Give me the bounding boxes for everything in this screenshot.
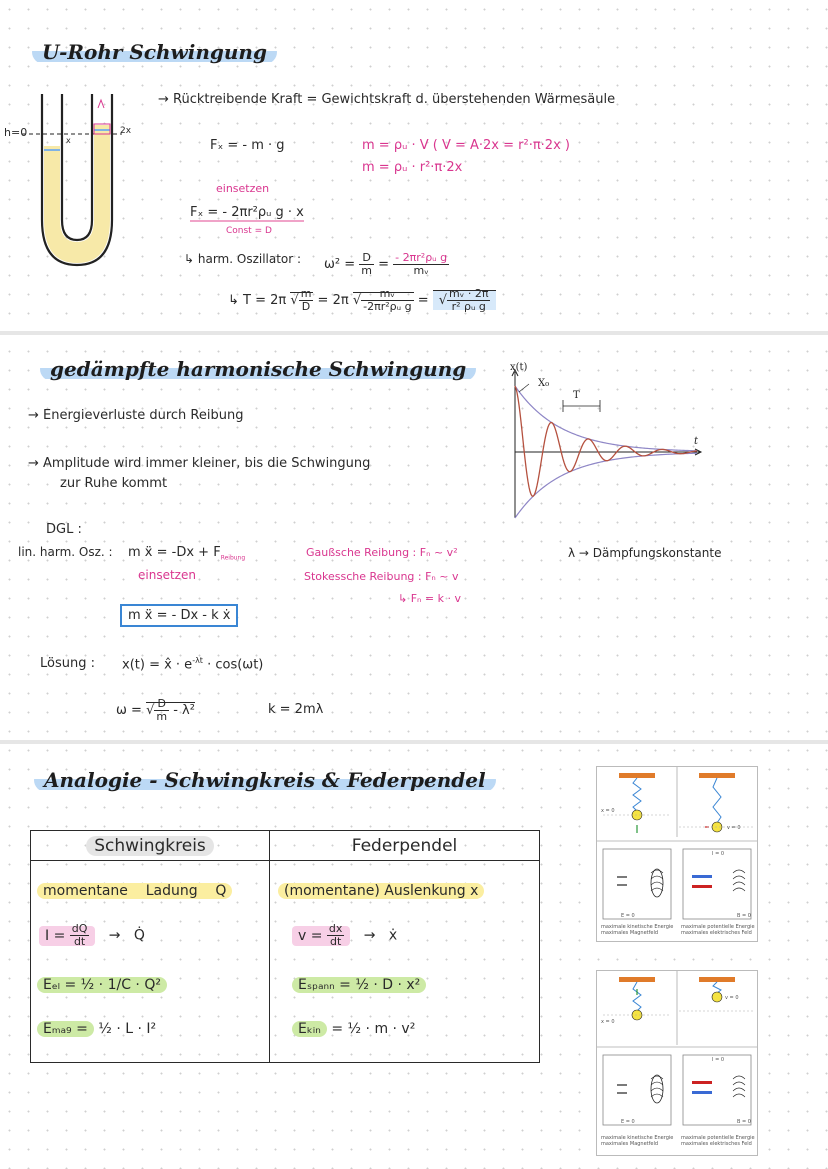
panel1-b0: B = 0 [737, 913, 751, 919]
omega-rhs-frac [393, 252, 449, 277]
period-eq: ↳ T = 2π √ $\frac{m}{D}$ = 2π √ $\frac{\text{mᵥ}}{\text{-2πr²ρᵤ g}}$ = √ $\frac{\text{mᵥ · 2π}}{\text{r² ρᵤ g}}$ [228, 288, 496, 313]
const-label: Const = D [226, 226, 272, 236]
c1-r1a: momentane [43, 883, 128, 899]
graph-period-label: T [573, 390, 580, 401]
panel1-e0: E = 0 [621, 913, 635, 919]
omega-solution: ω = √ $\frac{D}{m}$ - λ² [116, 697, 195, 723]
omega-sol-lhs: ω = [116, 703, 142, 718]
c1-r2-num: dQ [71, 922, 88, 935]
circuit-row2 [39, 923, 145, 948]
spring-row1 [278, 883, 484, 899]
omega-eq-sign: = [378, 257, 390, 272]
panel2-caption-left: maximale kinetische Energie maximales Magnetfeld [601, 1135, 674, 1147]
panel2-b0: B = 0 [737, 1119, 751, 1125]
omega-rhs-num: - 2πr²ρᵤ g [395, 251, 448, 264]
c2-r2-den: dt [330, 935, 342, 948]
period-sqrt3-den: r² ρᵤ g [451, 300, 486, 313]
panel2-caption-right: maximale potentielle Energie maximales elektrisches Feld [681, 1135, 755, 1147]
mass-eq-2: m = ρᵤ · r²·π·2x [362, 160, 463, 175]
solution-exp: -λt [192, 656, 203, 665]
insert-label-2: einsetzen [138, 568, 196, 582]
c1-r2-lhs: I = [45, 927, 66, 944]
period-lhs: T = 2π [243, 293, 287, 308]
c2-r2-num: dx [328, 922, 343, 935]
bullet-amplitude-2: zur Ruhe kommt [60, 476, 168, 491]
panel1-caption-right: maximale potentielle Energie maximales elektrisches Feld [681, 924, 755, 936]
insert-label-1: einsetzen [216, 182, 270, 195]
c1-r2-rhs: Q̇ [133, 927, 145, 944]
graph-x0-label: X₀ [538, 378, 550, 389]
section-title-analogy: Analogie - Schwingkreis & Federpendel [34, 768, 496, 792]
col2-head-text: Federpendel [351, 835, 458, 856]
k-equation: k = 2mλ [268, 702, 324, 717]
omega-rhs-den: mᵥ [413, 264, 429, 277]
harm-osc-label: ↳ harm. Oszillator : [184, 252, 302, 266]
spring-row4 [292, 1021, 415, 1037]
dgl-label: DGL : [46, 522, 82, 537]
omega-sol-den: m [156, 710, 168, 723]
divider-1 [0, 331, 828, 335]
circuit-row3 [37, 977, 167, 993]
panel2-e0: E = 0 [621, 1119, 635, 1125]
period-sqrt3-frac [447, 288, 490, 313]
twox-label: 2x [120, 126, 132, 136]
circuit-row4 [37, 1021, 156, 1037]
omega-eq [324, 252, 449, 277]
table-head-circuit [31, 831, 270, 861]
dgl-equation-sub: Reibung [220, 554, 246, 562]
c1-r3-rhs: ½ · 1/C · Q² [80, 977, 161, 993]
col1-head-text: Schwingkreis [86, 836, 214, 856]
divider-2 [0, 740, 828, 744]
panel2-i0: I = 0 [712, 1057, 725, 1063]
solution-cos: · cos(ωt) [207, 657, 264, 673]
period-arrow: ↳ [228, 293, 239, 308]
c1-r1c: Q [215, 883, 227, 899]
graph-y-label: x(t) [510, 362, 528, 373]
omega-sol-rest: - λ² [173, 703, 195, 718]
omega-sol-num: D [154, 698, 169, 711]
spring-row2 [292, 923, 397, 948]
boxed-damped-equation: m ẍ = - Dx - k ẋ [120, 604, 238, 627]
section-title-u-tube: U-Rohr Schwingung [32, 40, 277, 64]
c2-r3-rhs: ½ · D · x² [355, 977, 421, 993]
period-sqrt2-num: mᵥ [361, 288, 413, 301]
omega-sol-frac [154, 698, 169, 723]
gauss-friction: Gaußsche Reibung : Fₙ ~ v² [306, 546, 458, 559]
panel1-x0: x = 0 [601, 808, 615, 814]
analogy-figure-1 [596, 766, 758, 942]
force-eq-1: Fₓ = - m · g [210, 138, 285, 153]
period-eq1: = 2π [317, 293, 349, 308]
c2-r1: (momentane) Auslenkung x [278, 883, 484, 899]
period-sqrt2-frac [361, 288, 413, 313]
analogy-figure-2 [596, 970, 758, 1156]
period-sqrt3-num: mᵥ · 2π [449, 287, 489, 300]
period-sqrt-num: m [300, 287, 312, 300]
h0-label: h=0 [4, 126, 28, 139]
stokes-friction-2: ↳ Fₙ = k · v [398, 592, 462, 605]
panel1-v0: v = 0 [727, 825, 741, 831]
x-label: x [66, 136, 71, 145]
c1-r4-rhs: ½ · L · I² [98, 1021, 157, 1037]
period-sqrt-den: D [301, 300, 311, 313]
c2-r2-rhs: ẋ [388, 927, 398, 944]
c1-r2-arrow: → [108, 927, 121, 944]
bullet-energy-loss: → Energieverluste durch Reibung [28, 408, 244, 423]
dgl-equation-main: m ẍ = -Dx + F [128, 545, 221, 560]
c1-r1b: Ladung [145, 883, 198, 899]
u-tube-diagram [2, 80, 152, 280]
restoring-force-text: → Rücktreibende Kraft = Gewichtskraft d. überstehenden Wärmesäule [158, 92, 616, 107]
omega-frac-num: D [359, 252, 374, 265]
dgl-equation [128, 545, 245, 562]
c2-r2-arrow: → [363, 927, 376, 944]
table-head-spring [270, 831, 540, 861]
table-cell-spring [270, 861, 540, 1063]
damped-oscillation-graph [505, 360, 710, 525]
c1-r3-lhs: Eₑₗ = [43, 977, 77, 993]
c2-r4-lhs: Eₖᵢₙ [292, 1021, 327, 1037]
panel2-x0: x = 0 [601, 1019, 615, 1025]
omega-lhs: ω² = [324, 257, 356, 272]
spring-row3 [292, 977, 426, 993]
analogy-table [30, 830, 540, 1063]
circuit-row1 [37, 883, 232, 899]
omega-frac [359, 252, 374, 277]
stokes-friction: Stokessche Reibung : Fₙ ~ v [304, 570, 459, 583]
c1-r4-lhs: Eₘₐ₉ = [43, 1021, 88, 1037]
solution-label: Lösung : [40, 656, 95, 671]
solution-equation [122, 656, 263, 672]
section-title-damped: gedämpfte harmonische Schwingung [40, 357, 476, 381]
force-eq-2: Fₓ = - 2πr²ρᵤ g · x [190, 205, 304, 220]
panel1-caption-left: maximale kinetische Energie maximales Magnetfeld [601, 924, 674, 936]
panel1-i0: I = 0 [712, 851, 725, 857]
c2-r3-lhs: Eₛₚₐₙₙ = [298, 977, 351, 993]
solution-main: x(t) = x̂ · e [122, 657, 193, 673]
period-sqrt2-den: -2πr²ρᵤ g [363, 300, 412, 313]
period-eq2: = [417, 293, 429, 308]
mass-eq-1: m = ρᵤ · V ( V = A·2x = r²·π·2x ) [362, 138, 570, 153]
period-sqrt-frac [299, 288, 314, 313]
panel2-v0: v = 0 [725, 995, 739, 1001]
bullet-amplitude-1: → Amplitude wird immer kleiner, bis die Schwingung [28, 456, 371, 471]
graph-t-label: t [694, 436, 699, 447]
c2-r2-lhs: v = [298, 927, 323, 944]
lin-harm-label: lin. harm. Osz. : [18, 545, 113, 559]
c2-r4-rhs: = ½ · m · v² [331, 1021, 416, 1037]
table-cell-circuit [31, 861, 270, 1063]
lambda-note: λ → Dämpfungskonstante [568, 546, 722, 560]
c1-r2-den: dt [73, 935, 86, 948]
omega-frac-den: m [361, 264, 372, 277]
